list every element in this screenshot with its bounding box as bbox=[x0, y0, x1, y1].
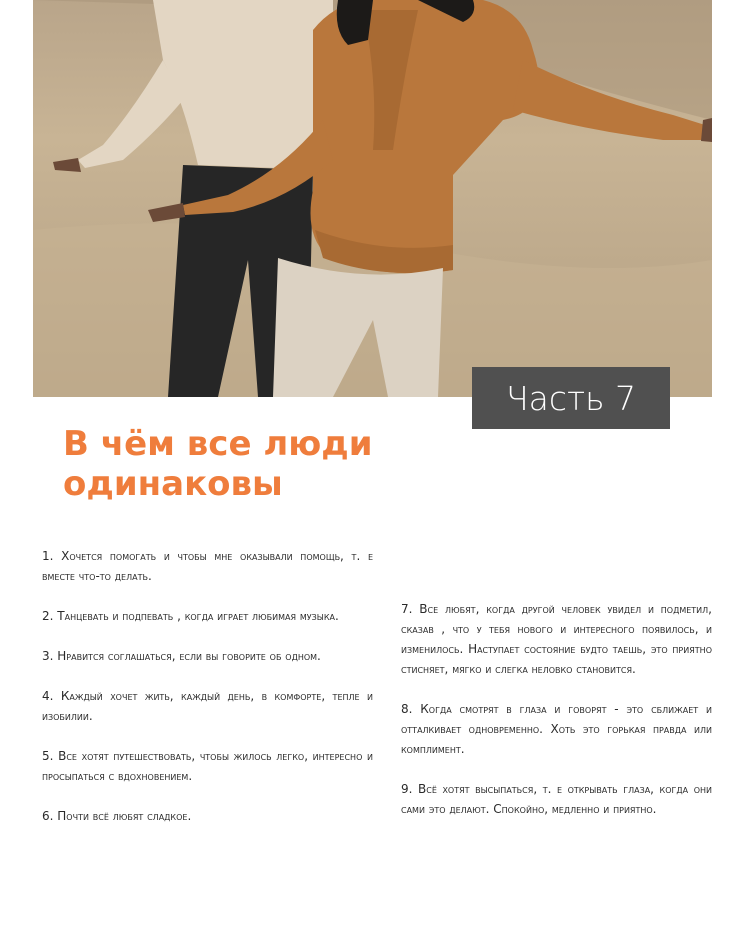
list-item: 4. Каждый хочет жить, каждый день, в комфорте, тепле и изобилии. bbox=[42, 689, 373, 723]
hero-photo bbox=[33, 0, 712, 397]
list-item: 9. Всё хотят высыпаться, т. е открывать глаза, когда они сами это делают. Спокойно, медленно и приятно. bbox=[401, 782, 712, 816]
list-item: 2. Танцевать и подпевать , когда играет любимая музыка. bbox=[42, 609, 339, 623]
left-column bbox=[42, 546, 373, 846]
list-item: 5. Все хотят путешествовать, чтобы жилось легко, интересно и просыпаться с вдохновением. bbox=[42, 749, 373, 783]
part-badge: Часть 7 bbox=[472, 367, 670, 429]
list-item: 3. Нравится соглашаться, если вы говорите об одном. bbox=[42, 649, 321, 663]
list-item: 6. Почти всё любят сладкое. bbox=[42, 809, 192, 823]
couple-in-desert-illustration bbox=[33, 0, 712, 397]
page-title: В чём все люди одинаковы bbox=[63, 424, 373, 504]
list-item: 1. Хочется помогать и чтобы мне оказывали помощь, т. е вместе что-то делать. bbox=[42, 549, 373, 583]
list-item: 7. Все любят, когда другой человек увидел и подметил, сказав , что у тебя нового и интересного появилось, и изменилось. Наступает состояние будто таешь, это приятно стисняет, мягко и слегка неловко становится. bbox=[401, 602, 712, 676]
list-item: 8. Когда смотрят в глаза и говорят - это сближает и отталкивает одновременно. Хоть это горькая правда или комплимент. bbox=[401, 702, 712, 756]
right-column bbox=[401, 599, 712, 839]
